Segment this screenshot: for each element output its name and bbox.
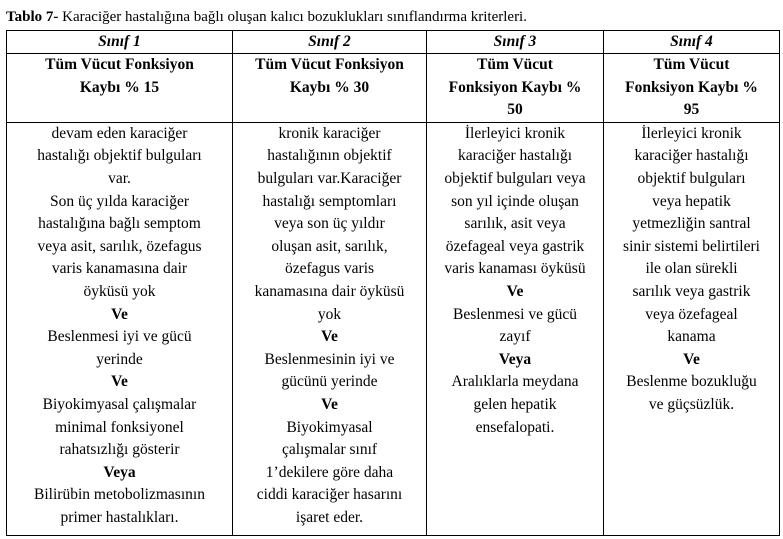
criteria-line: hastalığı objektif bulguları — [37, 147, 202, 165]
criteria-line: kanamasına dair öyküsü — [254, 282, 405, 300]
loss-line: Kaybı % 15 — [79, 78, 160, 96]
criteria-line: varis kanaması öyküsü — [444, 260, 586, 278]
criteria-line: primer hastalıkları. — [60, 508, 179, 526]
criteria-connector: Ve — [506, 282, 524, 300]
criteria-line: gelen hepatik — [473, 395, 557, 413]
column-header: Sınıf 4 — [604, 31, 780, 54]
classification-table — [6, 30, 780, 536]
criteria-line: Beslenmesinin iyi ve — [264, 350, 395, 368]
caption-text: Karaciğer hastalığına bağlı oluşan kalıcı bozuklukları sınıflandırma kriterleri. — [58, 9, 527, 25]
criteria-line: hastalığına bağlı semptom — [38, 215, 201, 233]
criteria-line: minimal fonksiyonel — [55, 418, 184, 436]
header-row — [7, 31, 780, 54]
caption-label: Tablo 7- — [6, 9, 59, 25]
criteria-line: hastalığının objektif — [267, 147, 392, 165]
criteria-line: hastalığı semptomları — [262, 192, 397, 210]
criteria-line: objektif bulguları veya — [444, 169, 586, 187]
criteria-connector: Ve — [321, 328, 338, 346]
criteria-line: Bilirübin metobolizmasının — [34, 486, 205, 504]
criteria-line: zayıf — [499, 328, 531, 346]
loss-line: 50 — [507, 101, 523, 119]
criteria-line: kanama — [667, 328, 716, 346]
table-caption — [6, 8, 527, 26]
criteria-line: yerinde — [96, 350, 143, 368]
criteria-cell — [604, 122, 780, 535]
criteria-line: veya asit, sarılık, özefagus — [37, 237, 202, 255]
criteria-cell — [233, 122, 427, 535]
loss-line: Tüm Vücut — [477, 56, 553, 73]
criteria-line: var. — [108, 169, 131, 187]
criteria-line: ensefalopati. — [475, 418, 555, 436]
loss-line: 95 — [683, 101, 700, 119]
criteria-line: objektif bulguları — [637, 169, 746, 187]
criteria-line: yok — [317, 305, 342, 323]
loss-line: Tüm Vücut Fonksiyon — [255, 56, 404, 73]
column-header: Sınıf 3 — [427, 31, 604, 54]
criteria-line: ciddi karaciğer hasarını — [256, 486, 403, 504]
criteria-line: veya hepatik — [652, 192, 731, 210]
loss-cell — [427, 54, 604, 123]
criteria-line: Beslenme bozukluğu — [626, 373, 757, 391]
criteria-line: İlerleyici kronik — [464, 124, 566, 142]
criteria-line: ile olan sürekli — [645, 260, 738, 278]
criteria-line: sinir sistemi belirtileri — [623, 237, 760, 255]
criteria-line: Beslenmesi iyi ve gücü — [47, 328, 192, 346]
criteria-line: sarılık, asit veya — [464, 215, 566, 233]
subheader-row — [7, 54, 780, 123]
criteria-connector: Ve — [111, 305, 128, 323]
criteria-cell — [427, 122, 604, 535]
criteria-line: İlerleyici kronik — [641, 124, 742, 142]
loss-cell — [233, 54, 427, 123]
loss-cell — [7, 54, 233, 123]
criteria-line: çalışmalar sınıf — [281, 441, 378, 459]
criteria-line: son yıl içinde oluşan — [451, 192, 579, 210]
criteria-line: Beslenmesi ve gücü — [453, 305, 577, 323]
criteria-connector: Ve — [321, 395, 338, 413]
criteria-line: ve güçsüzlük. — [648, 395, 735, 413]
criteria-connector: Ve — [111, 373, 128, 391]
criteria-line: varis kanamasına dair — [51, 260, 188, 278]
column-header: Sınıf 1 — [7, 31, 233, 54]
criteria-line: Biyokimyasal çalışmalar — [42, 395, 197, 413]
criteria-line: sarılık veya gastrik — [632, 282, 751, 300]
criteria-row — [7, 122, 780, 535]
criteria-connector: Veya — [103, 463, 136, 481]
criteria-line: yetmezliğin santral — [632, 215, 751, 233]
criteria-line: veya son üç yıldır — [274, 215, 385, 233]
loss-line: Kaybı % 30 — [289, 78, 370, 96]
criteria-line: kronik karaciğer — [278, 124, 381, 142]
criteria-line: işaret eder. — [295, 508, 364, 526]
criteria-line: karaciğer hastalığı — [457, 147, 573, 165]
criteria-line: rahatsızlığı gösterir — [59, 441, 180, 459]
loss-line: Tüm Vücut Fonksiyon — [45, 56, 194, 73]
criteria-line: Son üç yılda karaciğer — [49, 192, 189, 210]
criteria-line: oluşan asit, sarılık, — [271, 237, 388, 255]
loss-line: Fonksiyon Kaybı % — [448, 78, 582, 96]
column-header: Sınıf 2 — [233, 31, 427, 54]
criteria-line: veya özefageal — [645, 305, 738, 323]
criteria-connector: Ve — [683, 350, 700, 368]
criteria-cell — [7, 122, 233, 535]
criteria-line: karaciğer hastalığı — [634, 147, 749, 165]
criteria-line: özefagus varis — [284, 260, 375, 278]
loss-line: Fonksiyon Kaybı % — [625, 78, 758, 96]
criteria-line: devam eden karaciğer — [51, 124, 188, 142]
criteria-line: özefageal veya gastrik — [445, 237, 585, 255]
criteria-line: Biyokimyasal — [286, 418, 373, 436]
criteria-line: öyküsü yok — [83, 282, 156, 300]
criteria-connector: Veya — [498, 350, 532, 368]
criteria-line: bulguları var.Karaciğer — [257, 169, 402, 187]
criteria-line: gücünü yerinde — [281, 373, 378, 391]
loss-line: Tüm Vücut — [653, 56, 730, 73]
criteria-line: Aralıklarla meydana — [451, 373, 579, 391]
criteria-line: 1’dekilere göre daha — [265, 463, 394, 481]
loss-cell — [604, 54, 780, 123]
